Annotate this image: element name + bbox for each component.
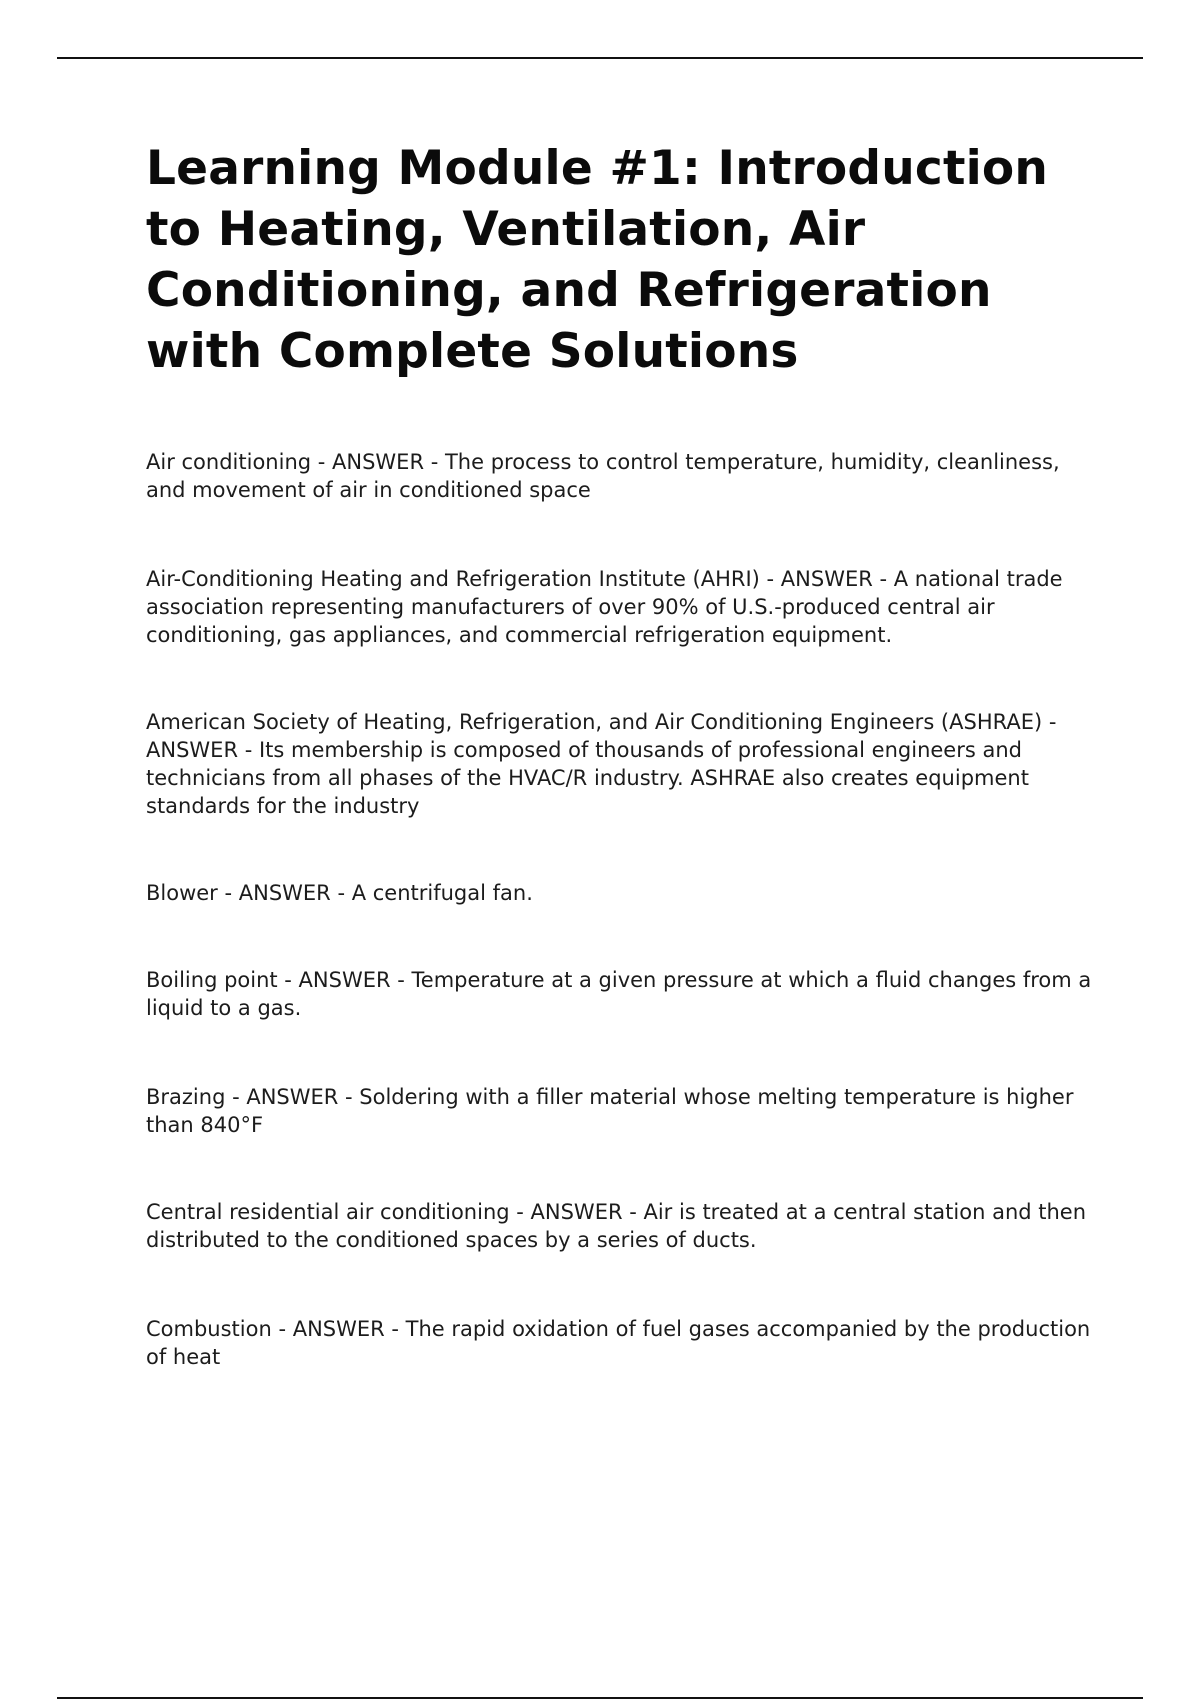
qa-item-blower: Blower - ANSWER - A centrifugal fan. xyxy=(146,881,533,905)
qa-item-air-conditioning: Air conditioning - ANSWER - The process to control temperature, humidity, cleanliness, and movement of air in conditioned space xyxy=(146,450,1060,502)
qa-item-ashrae: American Society of Heating, Refrigeration, and Air Conditioning Engineers (ASHRAE) - ANSWER - Its membership is composed of thousands of professional engineers and technicians from all phases of the HVAC/R industry. ASHRAE also creates equipment standards for the industry xyxy=(146,710,1057,818)
qa-item-boiling-point: Boiling point - ANSWER - Temperature at a given pressure at which a fluid changes from a liquid to a gas. xyxy=(146,968,1092,1020)
document-content xyxy=(146,138,1106,382)
qa-item-ahri: Air-Conditioning Heating and Refrigeration Institute (AHRI) - ANSWER - A national trade association representing manufacturers of over 90% of U.S.-produced central air conditioning, gas appliances, and commercial refrigeration equipment. xyxy=(146,567,1063,647)
qa-item-central-residential-ac: Central residential air conditioning - ANSWER - Air is treated at a central station and then distributed to the conditioned spaces by a series of ducts. xyxy=(146,1200,1087,1252)
bottom-rule xyxy=(57,1697,1143,1699)
qa-item-brazing: Brazing - ANSWER - Soldering with a filler material whose melting temperature is higher than 840°F xyxy=(146,1085,1074,1137)
top-rule xyxy=(57,57,1143,59)
document-title: Learning Module #1: Introduction to Heating, Ventilation, Air Conditioning, and Refrigeration with Complete Solutions xyxy=(146,141,1049,379)
qa-item-combustion: Combustion - ANSWER - The rapid oxidation of fuel gases accompanied by the production of heat xyxy=(146,1317,1091,1369)
